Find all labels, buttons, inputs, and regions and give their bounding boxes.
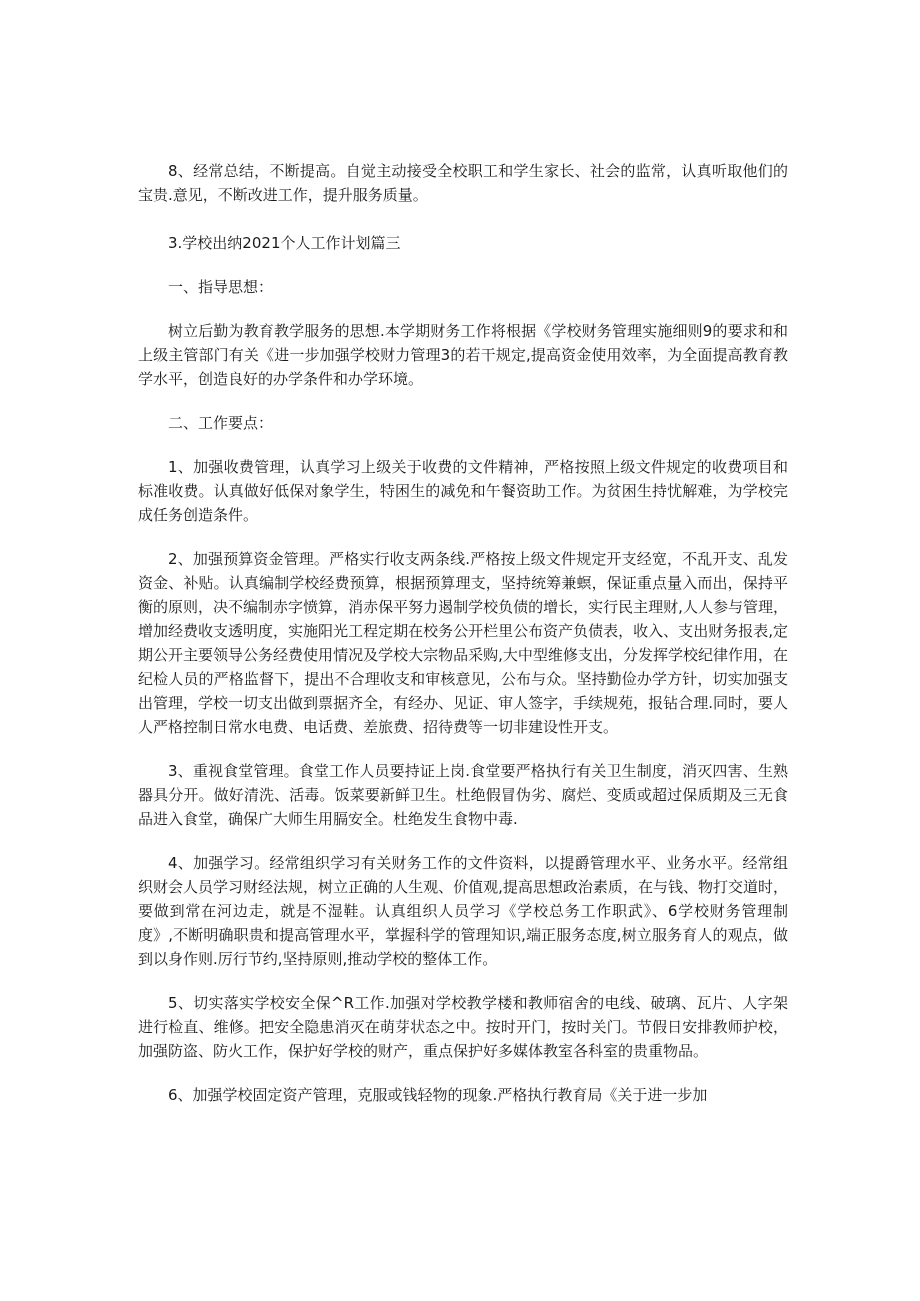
paragraph-point-5: 5、切实落实学校安全保^R工作.加强对学校教学楼和教师宿舍的电线、破璃、瓦片、人字架进行检直、维修。把安全隐患消灭在萌芽状态之中。按时开门，按时关门。节假日安排教师护校，加强防盗、防火工作，保护好学校的财产，重点保护好多媒体教室各科室的贵重物品。 xyxy=(138,994,788,1060)
paragraph-point-4: 4、加强学习。经常组织学习有关财务工作的文件资料，以提爵管理水平、业务水平。经常组织财会人员学习财经法规，树立正确的人生观、价值观,提高思想政治素质，在与钱、物打交道时，要做到常在河边走，就是不湿鞋。认真组织人员学习《学校总务工作职武》、6学校财务管理制度》,不断明确职贵和提高管理水平，掌握科学的管理知识,端正服务态度,树立服务育人的观点，做到以身作则.厉行节约,坚持原则,推动学校的整体工作。 xyxy=(138,854,788,968)
paragraph-point-6: 6、加强学校固定资产管理，克服或钱轻物的现象.严格执行教育局《关于进一步加 xyxy=(168,1086,708,1104)
document-body xyxy=(138,159,788,1107)
subheading-guiding-ideology: 一、指导思想： xyxy=(168,278,274,296)
paragraph-point-1: 1、加强收费管理，认真学习上级关于收费的文件精神，严格按照上级文件规定的收费项目和标准收费。认真做好低保对象学生，特困生的减免和午餐资助工作。为贫困生持忧解难，为学校完成任务创造条件。 xyxy=(138,458,788,524)
paragraph-point-3: 3、重视食堂管理。食堂工作人员要持证上岗.食堂要严格执行有关卫生制度，消灭四害、生熟器具分开。做好清洗、活毒。饭菜要新鲜卫生。杜绝假冒伪劣、腐烂、变质或超过保质期及三无食品进入食堂，确保广大师生用膈安全。杜绝发生食物中毒. xyxy=(138,762,788,828)
subheading-work-points: 二、工作要点： xyxy=(168,414,274,432)
paragraph-item-8: 8、经常总结，不断提高。自觉主动接受全校职工和学生家长、社会的监常，认真听取他们的宝贵.意见，不断改进工作，提升服务质量。 xyxy=(138,162,788,204)
section-heading: 3.学校出纳2021个人工作计划篇三 xyxy=(168,234,401,252)
paragraph-point-2: 2、加强预算资金管理。严格实行收支两条线.严格按上级文件规定开支经宽，不乱开支、乱发资金、补贴。认真编制学校经费预算，根据预算理支，坚持统筹兼螟，保证重点量入而出，保持平衡的原则，决不编制赤字愤算，消赤保平努力遏制学校负债的增长，实行民主理财,人人参与管理，增加经费收支透明度，实施阳光工程定期在校务公开栏里公布资产负债表，收入、支出财务报表,定期公开主要领导公务经费使用情况及学校大宗物品采购,大中型维修支出，分发挥学校纪律作用，在纪检人员的严格监督下，提出不合理收支和审核意见，公布与众。坚持勤俭办学方针，切实加强支出管理，学校一切支出做到票据齐全，有经办、见证、审人签字，手续规苑，报钻合理.同时，要人人严格控制日常水电费、电话费、差旅费、招待费等一切非建设性开支。 xyxy=(138,550,788,736)
paragraph-guiding-ideology: 树立后勤为教育教学服务的思想.本学期财务工作将根据《学校财务管理实施细则9的要求和和上级主管部门有关《进一步加强学校财力管理3的若干规定,提高资金使用效率，为全面提高教育教学水平，创造良好的办学条件和办学环境。 xyxy=(138,322,788,388)
